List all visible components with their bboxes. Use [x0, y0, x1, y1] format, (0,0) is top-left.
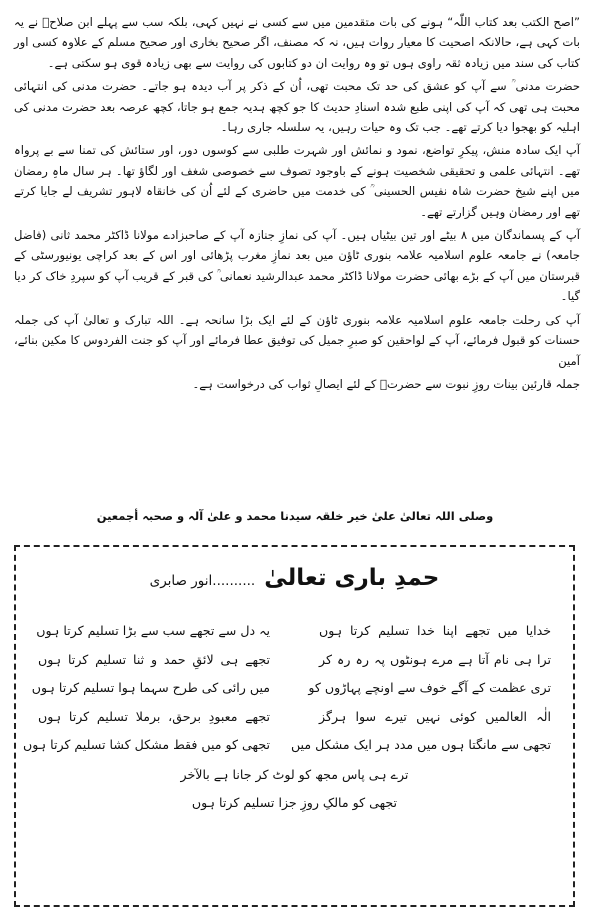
couplet	[38, 648, 551, 677]
couplet-first-line: ترا ہی نام آتا ہے مرے ہونٹوں پہ رہ رہ کر	[319, 651, 551, 667]
poem-final-couplet	[16, 761, 573, 817]
paragraph-ahadith-authenticity: ”اصح الکتب بعد کتاب اللّٰہ“ ہونے کی بات متقدمین میں سے کسی نے نہیں کہی، بلکہ سب سے پہلے ابن صلاحؒ نے یہ بات کہی ہے، حالانکہ اصحیت کا معیار روات ہیں، نہ کہ مصنف، اگر صحیح بخاری اور صحیح مسلم کے علاوہ کسی اور کتاب کی سند میں زیادہ ثقہ راوی ہوں تو وہ روایت ان دو کتابوں کی روایت سے بھی زیادہ قوی ہو سکتی ہے۔	[14, 15, 580, 70]
paragraph-character: آپ ایک سادہ منش، پیکرِ تواضع، نمود و نمائش اور شہرت طلبی سے کوسوں دور، اور ستائش کی تمنا سے بے پرواہ تھے۔ انتہائی علمی و تحقیقی شخصیت ہونے کے باوجود تصوف سے خصوصی شغف اور لگاؤ تھا۔ ہر سال ماہِ رمضان میں اپنے شیخ حضرت شاہ نفیس الحسینی ؒ کی خدمت میں حاضری کے لئے اُن کی خانقاہ لاہور تشریف لے جایا کرتے تھے اور رمضان وہیں گزارتے تھے۔	[14, 143, 580, 219]
couplet-second-line: میں رائی کی طرح سہما ہوا تسلیم کرتا ہوں	[31, 680, 270, 695]
couplet-second-line: تجھے معبودِ برحق، برملا تسلیم کرتا ہوں	[38, 708, 270, 724]
closing-salutation: وصلی اللہ تعالیٰ علیٰ خیر خلقہ سیدنا محمد و علیٰ آلہ و صحبہ أجمعین	[96, 509, 494, 523]
couplet-first-line: الٰہ العالمیں کوئی نہیں تیرے سوا ہرگز	[319, 708, 551, 724]
couplet	[23, 733, 551, 762]
final-second-line: تجھی کو مالکِ روزِ جزا تسلیم کرتا ہوں	[191, 795, 398, 810]
poem-author: ..........انور صابری	[149, 573, 256, 589]
paragraph-survivors-funeral: آپ کے پسماندگان میں ۸ بیٹے اور تین بیٹیاں ہیں۔ آپ کی نمازِ جنازہ آپ کے صاحبزادے مولانا ڈاکٹر محمد ثانی (فاضل جامعہ) نے جامعہ علوم اسلامیہ علامہ بنوری ٹاؤن میں بعد نمازِ مغرب پڑھائی اور اس کے بعد کراچی یونیورسٹی کے قبرستان میں آپ کے بڑے بھائی حضرت مولانا ڈاکٹر محمد عبدالرشید نعمانی ؒ کی قبر کے قریب آپ کو سپردِ خاک کر دیا گیا۔	[14, 228, 580, 304]
couplet-second-line: تجھے ہی لائقِ حمد و ثنا تسلیم کرتا ہوں	[38, 651, 270, 667]
couplet	[38, 619, 551, 648]
couplet-first-line: تجھی سے مانگتا ہوں میں مدد ہر ایک مشکل میں	[290, 737, 551, 752]
couplet	[38, 705, 551, 734]
paragraph-condolence: آپ کی رحلت جامعہ علوم اسلامیہ علامہ بنوری ٹاؤن کے لئے ایک بڑا سانحہ ہے۔ اللہ تبارک و تعالیٰ آپ کی جملہ حسنات کو قبول فرمائے، آپ کے لواحقین کو صبرِ جمیل کی توفیق عطا فرمائے اور آپ کو جنت الفردوس کا مکین بنائے، آمین	[14, 312, 580, 368]
paragraph-request-prayer: جملہ قارئین بینات روزِ نبوت سے حضرتؒ کے لئے ایصالِ ثواب کی درخواست ہے۔	[192, 376, 580, 391]
poem-title: حمدِ باری تعالیٰ	[264, 565, 440, 591]
couplet-first-line: تری عظمت کے آگے خوف سے اونچے پہاڑوں کو	[308, 680, 551, 695]
final-first-line: ترے ہی پاس مجھ کو لوٹ کر جانا ہے بالآخر	[180, 767, 409, 782]
couplet-second-line: تجھی کو میں فقط مشکل کشا تسلیم کرتا ہوں	[23, 737, 270, 752]
poem-box	[14, 545, 575, 907]
couplet	[31, 676, 551, 705]
poem-header	[16, 565, 573, 591]
couplet-second-line: یہ دل سے تجھے سب سے بڑا تسلیم کرتا ہوں	[36, 623, 270, 638]
article-body	[14, 12, 580, 397]
paragraph-love-for-madani: حضرت مدنی ؒ سے آپ کو عشق کی حد تک محبت تھی، اُن کے ذکر پر آب دیدہ ہو جاتے۔ حضرت مدنی کی انتہائی محبت ہی تھی کہ آپ کی اپنی طبع شدہ اسنادِ حدیث کا جو کچھ ہدیہ جمع ہو جاتا، کچھ عرصہ بعد حضرت مدنی کی اہلیہ کو بھجوا دیا کرتے تھے۔ جب تک وہ حیات رہیں، یہ سلسلہ جاری رہا۔	[14, 79, 580, 135]
couplet-first-line: خدایا میں تجھے اپنا خدا تسلیم کرتا ہوں	[319, 623, 551, 638]
poem-couplets	[23, 619, 551, 762]
